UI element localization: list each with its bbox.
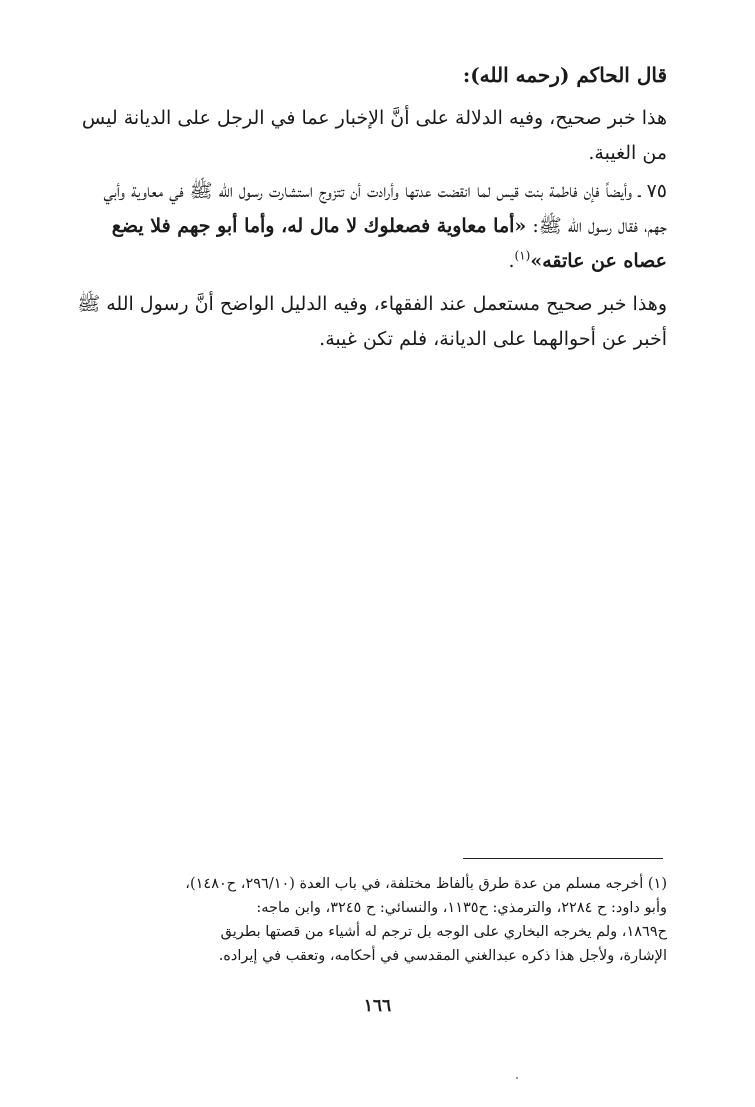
paragraph-1: هذا خبر صحيح، وفيه الدلالة على أنَّ الإخبار عما في الرجل على الديانة ليس من الغيبة. <box>81 107 667 164</box>
scan-speck <box>516 1077 518 1079</box>
footnote-block <box>75 872 667 968</box>
footnote-line: (١) أخرجه مسلم من عدة طرق بألفاظ مختلفة، في باب العدة (٢٩٦/١٠، ح١٤٨٠)، <box>185 876 667 892</box>
paragraph-2-text: ٧٥ ـ وأيضاً فإن فاطمة بنت قيس لما انقضت عدتها وأرادت أن تتزوج استشارت رسول الله ﷺ في معاوية وأبي جهم، فقال رسول الله ﷺ: <box>103 180 667 237</box>
footnote-line: ح١٨٦٩، ولم يخرجه البخاري على الوجه بل ترجم له أشياء من قصتها بطريق <box>220 924 667 940</box>
footnote-separator <box>463 858 663 859</box>
footnote-marker[interactable]: (١) <box>514 248 531 263</box>
footnote-line: وأبو داود: ح ٢٢٨٤، والترمذي: ح١١٣٥، والنسائي: ح ٣٢٤٥، وابن ماجه: <box>256 900 667 916</box>
paragraph-3: وهذا خبر صحيح مستعمل عند الفقهاء، وفيه الدليل الواضح أنَّ رسول الله ﷺ أخبر عن أحوالهما على الديانة، فلم تكن غيبة. <box>77 293 667 350</box>
page-number: ١٦٦ <box>363 996 392 1016</box>
paragraph-2-end: . <box>508 250 515 272</box>
footnote-line: الإشارة، ولأجل هذا ذكره عبدالغني المقدسي في أحكامه، وتعقب في إيراده. <box>218 948 667 964</box>
section-heading: قال الحاكم (رحمه الله): <box>462 63 667 87</box>
paragraph-2 <box>75 174 667 279</box>
hadith-quote: «أما معاوية فصعلوك لا مال له، وأما أبو جهم فلا يضع عصاه عن عاتقه» <box>111 215 667 272</box>
